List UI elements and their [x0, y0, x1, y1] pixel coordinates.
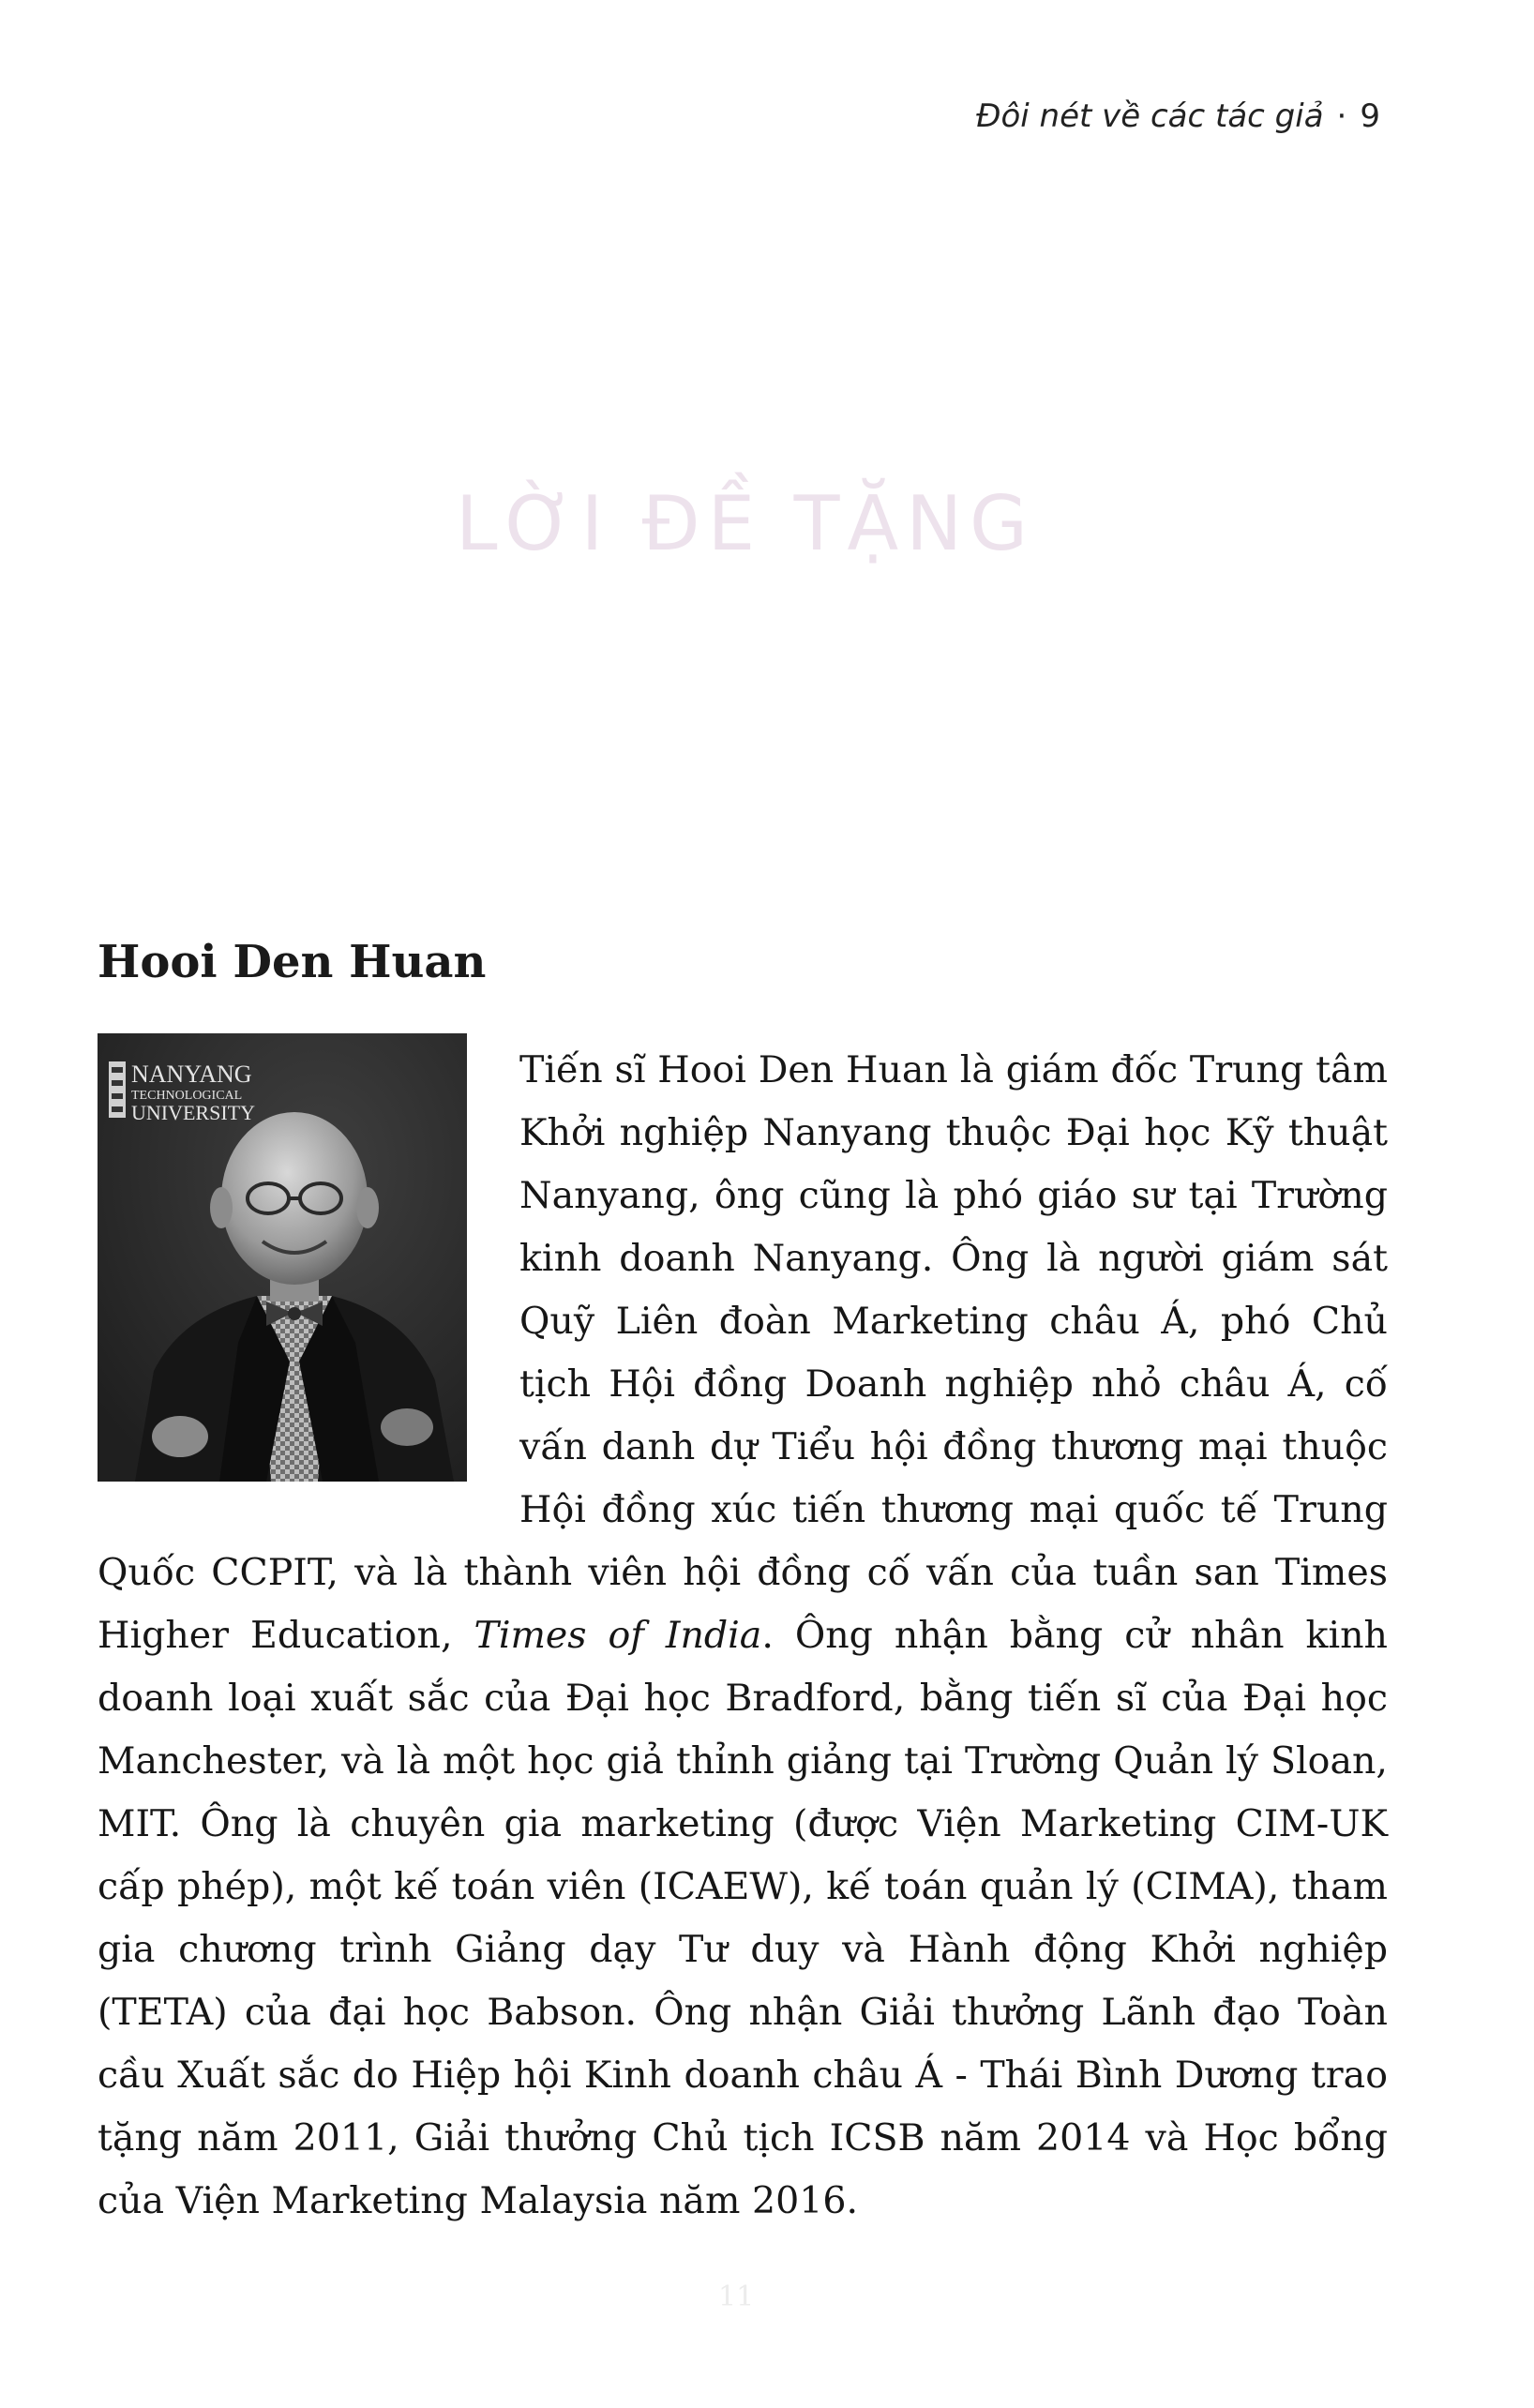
logo-line-3: UNIVERSITY [131, 1101, 255, 1124]
author-portrait [98, 1033, 467, 1482]
running-header-separator: · [1336, 98, 1347, 135]
page-number: 9 [1360, 98, 1380, 135]
portrait-photo [98, 1033, 467, 1482]
show-through-page-number: 11 [718, 2280, 755, 2313]
author-bio-publication: Times of India [474, 1614, 762, 1657]
author-section [98, 930, 1388, 2233]
author-bio-part-1: Tiến sĩ Hooi Den Huan là giám đốc Trung tâm Khởi nghiệp Nanyang thuộc Đại học Kỹ thuật Nanyang, ông cũng là phó giáo sư tại Trường kinh doanh Nanyang. Ông là người giám sát Quỹ Liên đoàn Marketing châu Á, phó Chủ tịch Hội đồng Doanh nghiệp nhỏ châu Á, cố vấn danh dự Tiểu hội đồng thương mại thuộc Hội đồng xúc tiến thương mại quốc tế Trung Quốc CCPIT, và là thành viên hội đồng cố vấn của tuần san Times Higher Education, [98, 1048, 1388, 1657]
author-bio-part-2: . Ông nhận bằng cử nhân kinh doanh loại xuất sắc của Đại học Bradford, bằng tiến sĩ của Đại học Manchester, và là một học giả thỉnh giảng tại Trường Quản lý Sloan, MIT. Ông là chuyên gia marketing (được Viện Marketing CIM-UK cấp phép), một kế toán viên (ICAEW), kế toán quản lý (CIMA), tham gia chương trình Giảng dạy Tư duy và Hành động Khởi nghiệp (TETA) của đại học Babson. Ông nhận Giải thưởng Lãnh đạo Toàn cầu Xuất sắc do Hiệp hội Kinh doanh châu Á - Thái Bình Dương trao tặng năm 2011, Giải thưởng Chủ tịch ICSB năm 2014 và Học bổng của Viện Marketing Malaysia năm 2016. [98, 1614, 1388, 2222]
running-header-title: Đôi nét về các tác giả [976, 98, 1324, 135]
logo-line-1: NANYANG [131, 1061, 252, 1088]
university-crest-icon [109, 1061, 126, 1118]
running-header [976, 98, 1380, 135]
author-name: Hooi Den Huan [98, 936, 487, 988]
logo-line-2: TECHNOLOGICAL [131, 1089, 243, 1103]
show-through-heading: LỜI ĐỀ TẶNG [456, 480, 1036, 567]
